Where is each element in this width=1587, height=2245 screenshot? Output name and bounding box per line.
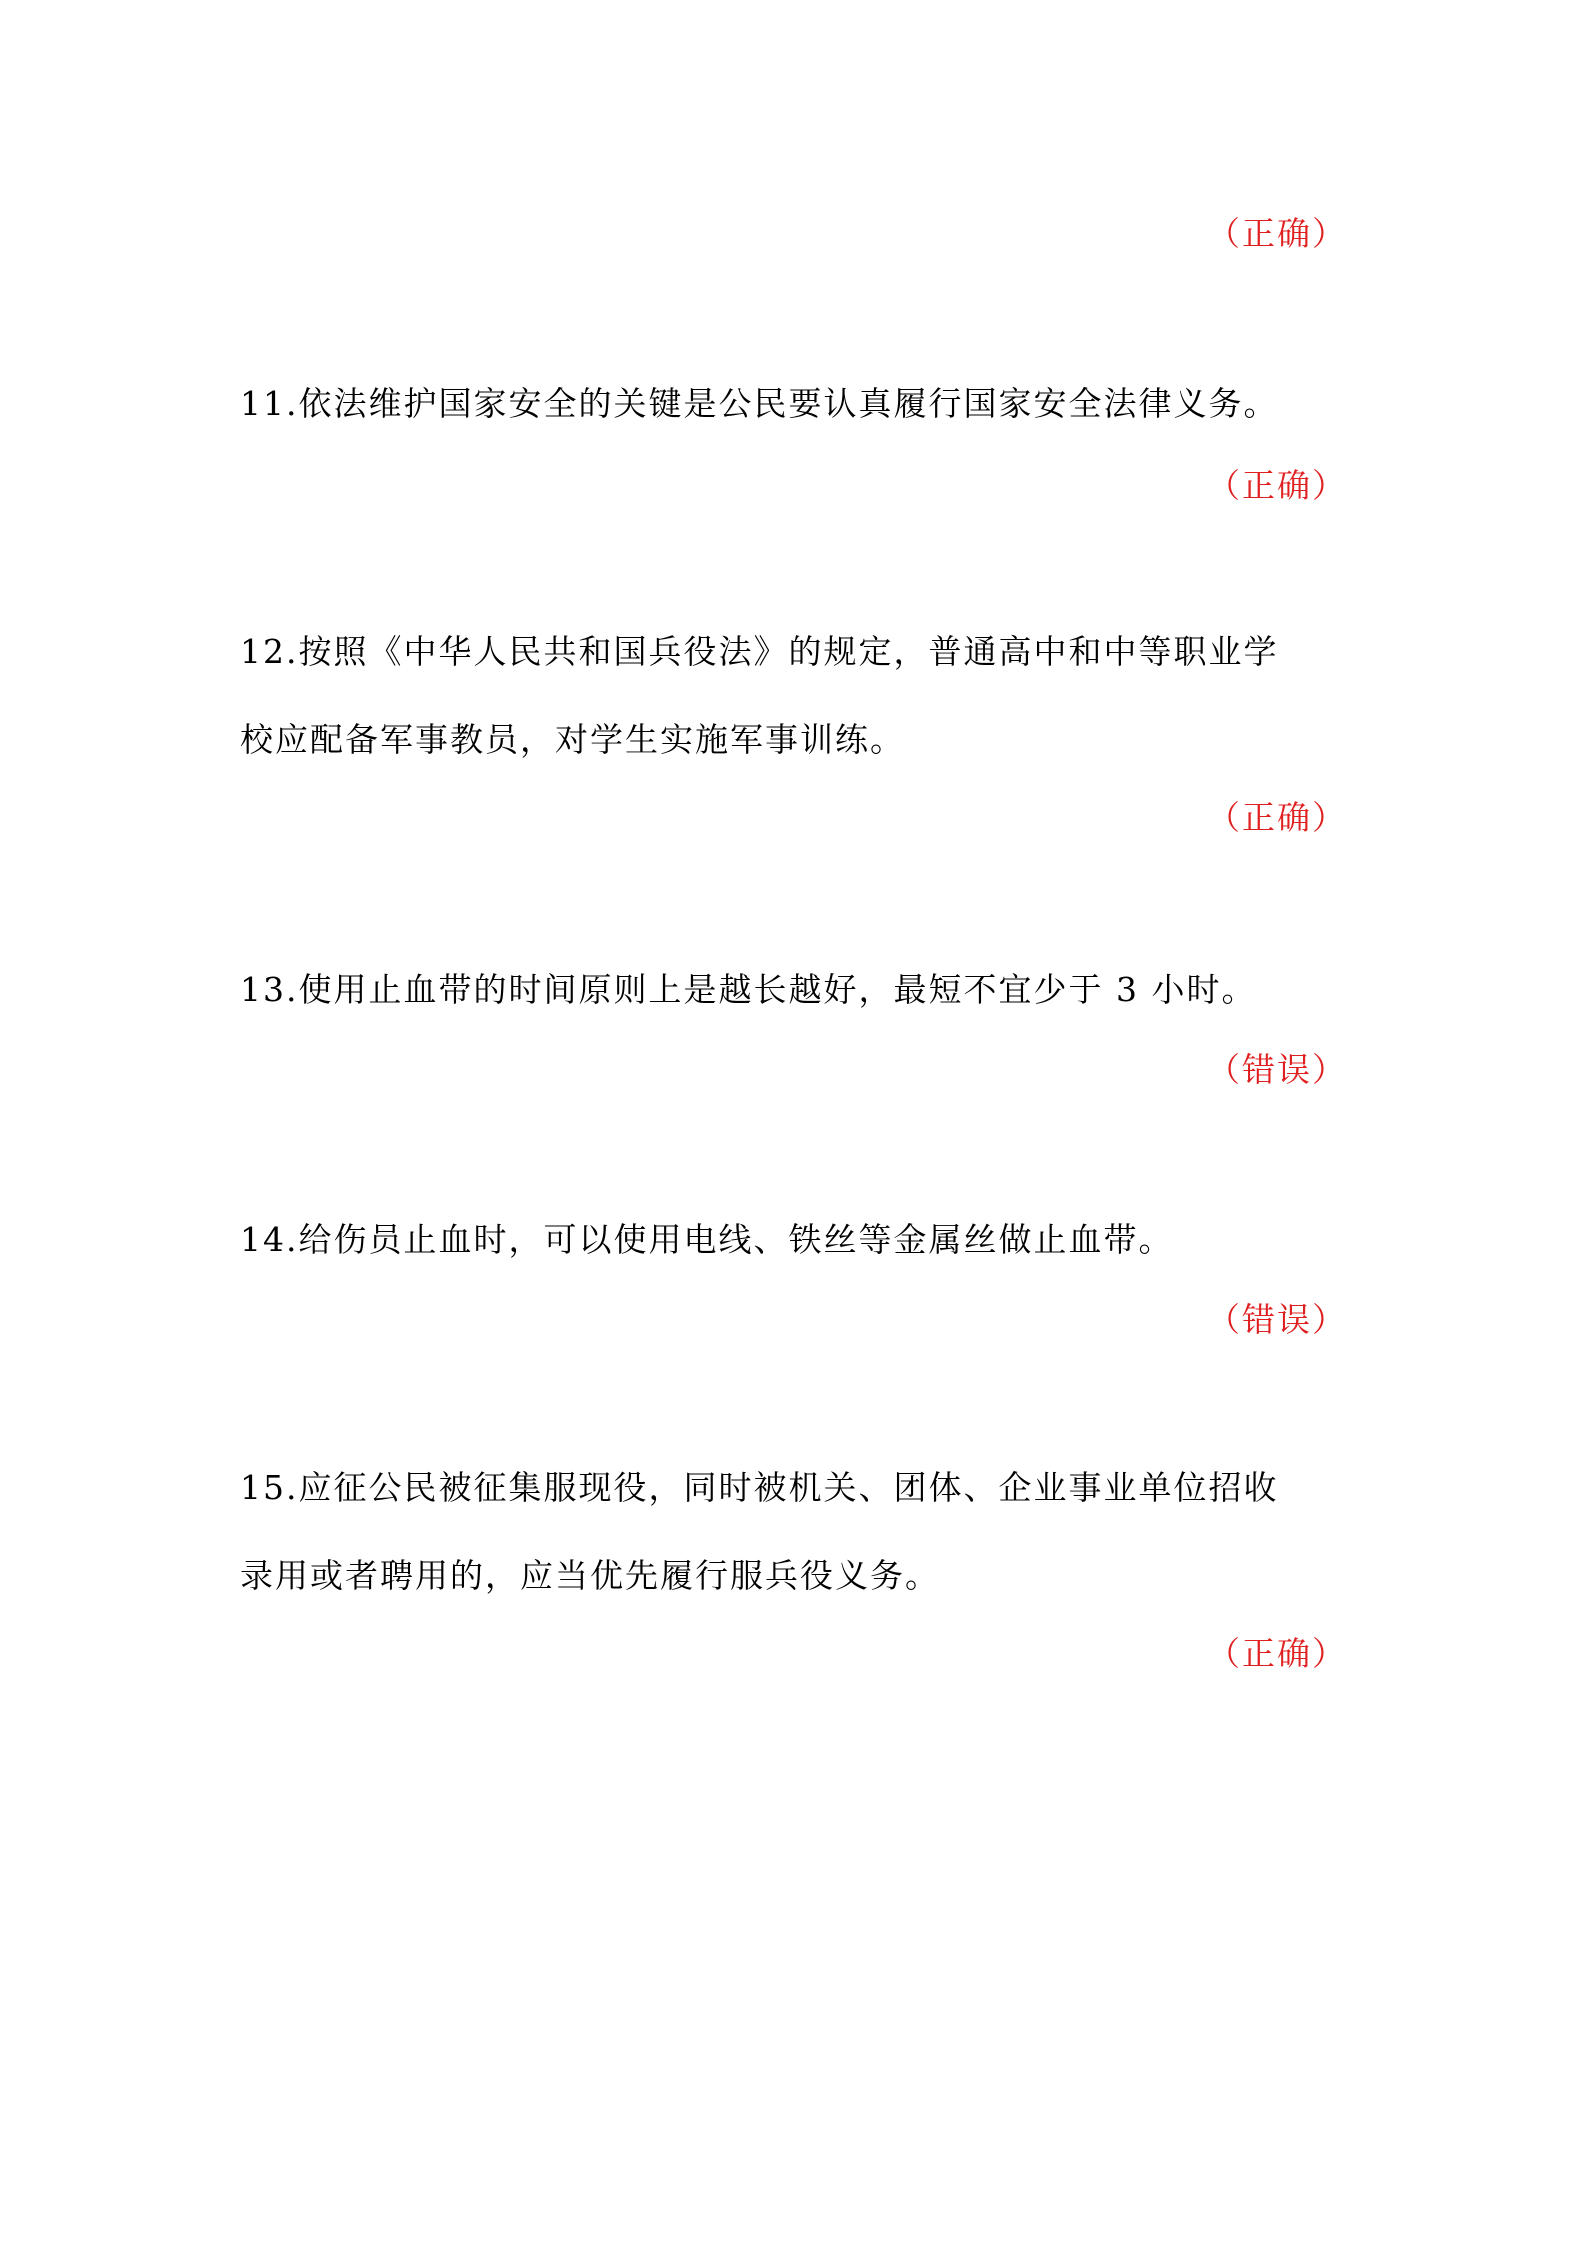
question-15-line-2: 录用或者聘用的，应当优先履行服兵役义务。 [240, 1556, 940, 1595]
question-15-line-1: 15.应征公民被征集服现役，同时被机关、团体、企业事业单位招收 [240, 1468, 1279, 1507]
answer-label: （错误） [1207, 1300, 1347, 1339]
answer-label: （正确） [1207, 1634, 1347, 1673]
answer-label: （正确） [1207, 214, 1347, 253]
question-12-line-1: 12.按照《中华人民共和国兵役法》的规定，普通高中和中等职业学 [240, 632, 1279, 671]
answer-label: （错误） [1207, 1050, 1347, 1089]
question-12-line-2: 校应配备军事教员，对学生实施军事训练。 [240, 720, 905, 759]
question-11-line-1: 11.依法维护国家安全的关键是公民要认真履行国家安全法律义务。 [240, 384, 1279, 423]
question-14-line-1: 14.给伤员止血时，可以使用电线、铁丝等金属丝做止血带。 [240, 1220, 1174, 1259]
question-13-line-1: 13.使用止血带的时间原则上是越长越好，最短不宜少于 3 小时。 [240, 970, 1257, 1009]
answer-label: （正确） [1207, 466, 1347, 505]
answer-label: （正确） [1207, 798, 1347, 837]
